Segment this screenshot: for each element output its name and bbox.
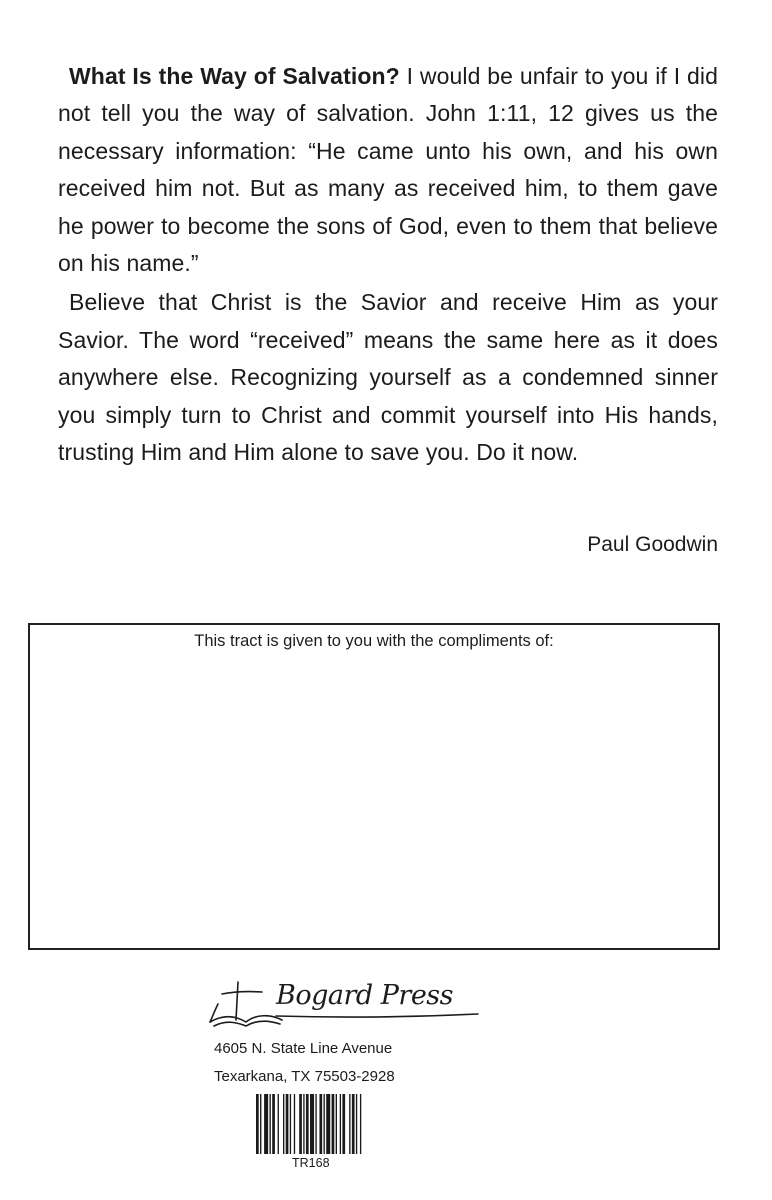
barcode-bar <box>332 1094 335 1154</box>
barcode-bar <box>290 1094 291 1154</box>
barcode-bar <box>299 1094 302 1154</box>
barcode-bar <box>272 1094 275 1154</box>
paragraph-1-text: I would be unfair to you if I did not tell you the way of salvation. John 1:11, 12 gives us the necessary information: “He came unto his own, and his own received him not. But as many as received him, to them gave he power to become the sons of God, even to them that believe on his name.” <box>58 63 718 277</box>
barcode-bar <box>294 1094 295 1154</box>
barcode-bar <box>356 1094 357 1154</box>
barcode-bar <box>349 1094 350 1154</box>
barcode-bar <box>340 1094 341 1154</box>
author-signature: Paul Goodwin <box>587 533 718 556</box>
barcode-bar <box>342 1094 345 1154</box>
publisher-name: Bogard Press <box>276 980 454 1011</box>
address-line-1: 4605 N. State Line Avenue <box>214 1040 393 1057</box>
barcode-bar <box>315 1094 316 1154</box>
barcode-bar <box>319 1094 322 1154</box>
compliments-box <box>28 623 720 950</box>
barcode-bar <box>283 1094 284 1154</box>
product-code: TR168 <box>292 1156 330 1170</box>
barcode <box>254 1094 414 1156</box>
address-line-2: Texarkana, TX 75503-2928 <box>214 1068 395 1085</box>
barcode-bar <box>264 1094 268 1154</box>
barcode-bar <box>336 1094 337 1154</box>
barcode-bar <box>326 1094 330 1154</box>
article-body <box>58 58 718 471</box>
paragraph-2: Believe that Christ is the Savior and receive Him as your Savior. The word “received” means the same here as it does anywhere else. Recognizing yourself as a condemned sinner you simply turn to Christ and commit yourself into His hands, trusting Him and Him alone to save you. Do it now. <box>58 289 718 466</box>
barcode-bar <box>306 1094 309 1154</box>
barcode-bar <box>310 1094 314 1154</box>
barcode-bar <box>256 1094 259 1154</box>
barcode-bar <box>278 1094 279 1154</box>
barcode-bar <box>360 1094 361 1154</box>
barcode-bar <box>270 1094 271 1154</box>
paragraph-1 <box>58 58 718 282</box>
barcode-bar <box>303 1094 304 1154</box>
publisher-block <box>206 976 506 1186</box>
section-heading: What Is the Way of Salvation? <box>69 63 400 89</box>
compliments-text: This tract is given to you with the compliments of: <box>194 632 554 650</box>
barcode-bar <box>324 1094 325 1154</box>
barcode-bar <box>286 1094 289 1154</box>
barcode-bar <box>352 1094 355 1154</box>
barcode-bar <box>260 1094 261 1154</box>
